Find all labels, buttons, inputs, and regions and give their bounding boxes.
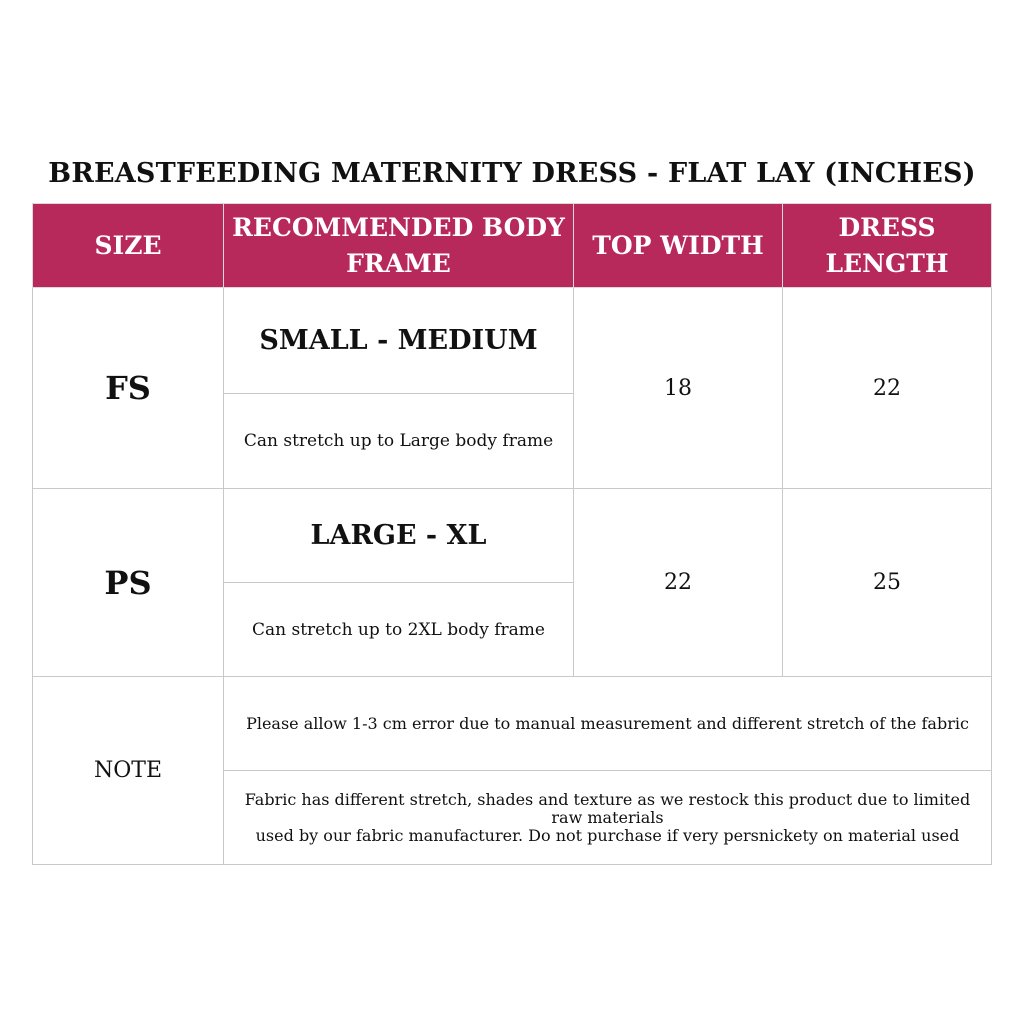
note-text-2b: used by our fabric manufacturer. Do not purchase if very persnickety on material used (255, 825, 960, 845)
header-size-label: SIZE (94, 230, 162, 260)
stretch-cell-ps: Can stretch up to 2XL body frame (224, 583, 574, 677)
note-text-2a: Fabric has different stretch, shades and texture as we restock this product due to limited raw materials (244, 789, 971, 827)
size-cell-fs: FS (33, 288, 224, 489)
header-size (33, 204, 224, 288)
header-recommended-body-frame (224, 204, 574, 288)
header-dress-line2: LENGTH (825, 248, 949, 278)
note-label: NOTE (33, 677, 224, 865)
header-dress-line1: DRESS (838, 212, 936, 242)
size-chart-table (32, 203, 992, 865)
header-frame-line1: RECOMMENDED BODY (232, 212, 565, 242)
header-row (33, 204, 992, 288)
stretch-cell-fs: Can stretch up to Large body frame (224, 394, 574, 489)
table-row-note-1 (33, 677, 992, 771)
header-top-width-label: TOP WIDTH (592, 230, 764, 260)
frame-cell-fs: SMALL - MEDIUM (224, 288, 574, 394)
table-row-ps (33, 489, 992, 583)
note-text-2 (224, 771, 992, 865)
header-frame-line2: FRAME (346, 248, 451, 278)
dress-length-cell-ps: 25 (783, 489, 992, 677)
top-width-cell-fs: 18 (574, 288, 783, 489)
top-width-cell-ps: 22 (574, 489, 783, 677)
frame-cell-ps: LARGE - XL (224, 489, 574, 583)
note-text-1: Please allow 1-3 cm error due to manual measurement and different stretch of the fabric (224, 677, 992, 771)
size-cell-ps: PS (33, 489, 224, 677)
header-top-width (574, 204, 783, 288)
table-row-fs (33, 288, 992, 394)
header-dress-length (783, 204, 992, 288)
page-title: BREASTFEEDING MATERNITY DRESS - FLAT LAY (INCHES) (48, 158, 976, 189)
dress-length-cell-fs: 22 (783, 288, 992, 489)
